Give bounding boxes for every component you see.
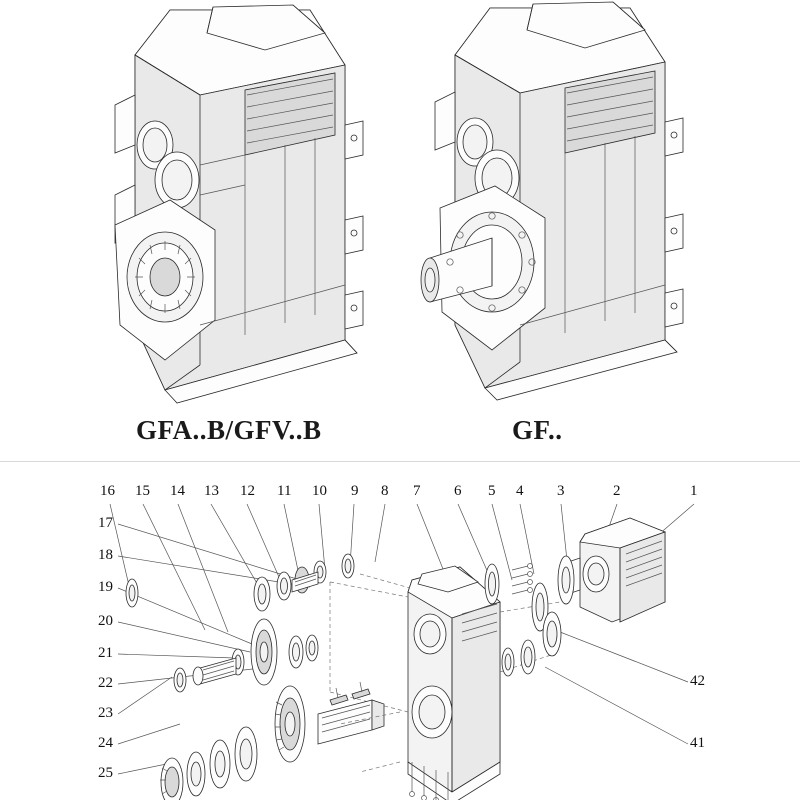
gearbox-right-drawing — [400, 0, 710, 390]
callout-8: 8 — [381, 483, 389, 499]
callout-7: 7 — [413, 483, 421, 499]
callout-25: 25 — [98, 765, 113, 781]
callout-24: 24 — [98, 735, 113, 751]
callout-3: 3 — [557, 483, 565, 499]
gearbox-left-drawing — [95, 0, 385, 395]
callout-5: 5 — [488, 483, 496, 499]
callout-21: 21 — [98, 645, 113, 661]
callout-41: 41 — [690, 735, 705, 751]
callout-15: 15 — [135, 483, 150, 499]
callout-14: 14 — [170, 483, 185, 499]
exploded-drawing — [0, 462, 800, 800]
caption-right: GF.. — [512, 415, 563, 445]
callout-19: 19 — [98, 579, 113, 595]
callout-2: 2 — [613, 483, 621, 499]
callout-22: 22 — [98, 675, 113, 691]
callout-10: 10 — [312, 483, 327, 499]
callout-18: 18 — [98, 547, 113, 563]
callout-11: 11 — [277, 483, 292, 499]
callout-9: 9 — [351, 483, 359, 499]
callout-1: 1 — [690, 483, 698, 499]
callout-12: 12 — [240, 483, 255, 499]
callout-13: 13 — [204, 483, 219, 499]
callout-23: 23 — [98, 705, 113, 721]
callout-6: 6 — [454, 483, 462, 499]
callout-17: 17 — [98, 515, 113, 531]
callout-16: 16 — [100, 483, 115, 499]
exploded-view — [0, 462, 800, 800]
callout-42: 42 — [690, 673, 705, 689]
callout-20: 20 — [98, 613, 113, 629]
caption-left: GFA..B/GFV..B — [136, 415, 322, 445]
callout-4: 4 — [516, 483, 524, 499]
